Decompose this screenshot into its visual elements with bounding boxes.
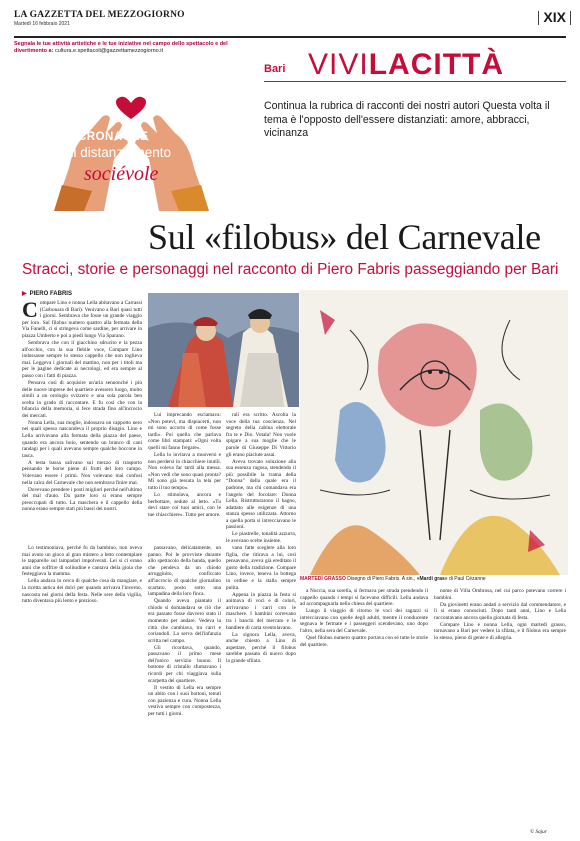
article-paragraph: Sembrava che con il giacchino sdrucito e la pezza all'occhio, con la sua flebile voce, Compare Lino indossasse sempre lo stesso cappello che non toglieva mai. Leggeva i giornali del mattino, non per i titoli ma per le pagine dedicate ai necrologi, ed era sempre al passo con i fatti di piazza. [22,339,142,379]
article-paragraph: Lo testimoniava, perché fu da bambino, non aveva mai avuto un gioco al gran mistero a letto contemplare le tapparelle sul lampadari impolverati. Lei si ci erano anni che soffrire di solitudine e cantava della gioia che festeggiava la mamma. [22,545,142,578]
section-city: Bari [264,63,286,75]
masthead [14,10,566,34]
caption-text: Disegno di Piero Fabris. A sin., [347,576,417,582]
issue-date: Martedì 16 febbraio 2021 [14,21,70,27]
dropcap: C [22,297,38,322]
article-paragraph: ompare Lino e nonna Lella abitavano a Carrassi (Carbonara di Bari). Venivano a Bari quasi tutti i giorni. Sembrava che fosse un grande viaggio per loro. Sul filobus numero quattro alla fermata della Via Fanelli, ci si stringeva come sardine, per arrivare in piazza Umberto e poi a piedi lungo Via Sparano. [22,300,142,339]
article-paragraph: Il vestito di Lella era sempre un abito con i suoi bottoni, tenuti con pazienza e cura. Nonna Lella vestiva sempre con compostezza, per tutti i giorni. [148,684,221,718]
article-headline: Sul «filobus» del Carnevale [148,217,541,257]
promo-email: cultura.e.spettacoli@gazzettamezzogiorno.it [54,48,163,55]
article-paragraph: Quando aveva piantato il chiodo si domandava se ciò che era passato fosse davvero stato il momento per andare. Vedeva la città che cambiava, tra carri e coriandoli. La serva dell'infanzia scritta nel campo. [148,598,221,644]
article-column-2 [148,412,221,540]
newspaper-name: LA GAZZETTA DEL MEZZOGIORNO [14,10,185,20]
article-paragraph: A testa bassa salivano sul mezzo di trasporto pensando le borse piene di frutti del loro campo. Volevano essere i primi. Non volevano mai confusi nella calca del Carnevale che non sembrava finire mai. [22,459,142,486]
banner-line-2: di distanziamento [66,145,172,160]
author-signature: © Sajur [530,829,547,835]
article-paragraph: Lo stimolava, ancora e berbottare, sedute al letto. «Tu devi stare coi tuoi amici, con le tue chiacchiere». Tutto per amore. [148,491,221,518]
masthead-rule [14,36,566,38]
article-paragraph: Pensava così di acquisire un'aria sennonché i più delle nuove imprese del quartiere avessero luogo, molto simili a un orologio svizzero e una sola parola ben scelta in grado di raccontare. E fu così che con la bilancia della memoria, si fece strada fino all'incrocio dei mercati. [22,379,142,419]
article-paragraph: Quel filobus numero quattro portava con sé tutte le storie del quartiere. [300,634,428,648]
caption-author: di Paul Cézanne [447,576,486,582]
section-rule [264,81,566,82]
article-column-lower-4 [300,588,428,835]
article-column-3 [226,412,296,545]
section-title-light: VIVI [308,48,369,81]
promo-box [14,41,234,56]
section-title [308,50,504,80]
promo-text: Segnala le tue attività artistiche e le tue iniziative nel campo dello spettacolo e del divertimento a: [14,41,228,55]
byline-author: PIERO FABRIS [29,291,72,297]
article-paragraph: Lui imprecando esclamava: «Non potevi, ma dispiacerti, non mi sono accorto di come fosse tardi». Poi quella che parlava come libri stampati: «Ogni volta quelli mi fanno fregare». [148,412,221,451]
article-paragraph: a Nuccia, sua sorella, si fermava per strada prendendo il cappello quando i tempi si facevano difficili. Lella andava ad accompagnarla nella chiesa del quartiere. [300,588,428,608]
article-column-lower-1 [22,545,142,835]
image-caption [300,576,568,582]
article-paragraph: Compare Lino e nonna Lella, ogni martedì grasso, tornavano a Bari per vedere la sfilata, e il filobus era sempre lo stesso, pieno di gente e di allegria. [434,621,566,641]
byline-arrow-icon: ▶ [22,291,27,297]
article-paragraph: Lungo il viaggio di ritorno le voci dei ragazzi si intrecciavano con quelle degli adulti, mentre il conducente segnava le fermate e i passeggeri scendevano, uno dopo l'altro, nella sera del Carnevale. [300,608,428,634]
article-column-lower-3 [226,545,296,835]
caption-artwork-title: «Mardi gras» [416,576,448,582]
article-paragraph: Gli ricordava, quando, passavano il primo mese dell'unico servizio buono. Il bottone di cristallo sfumavano i ricordi per chi viaggiava sulla scarpetta del quartiere. [148,644,221,684]
section-title-bold: LACITTÀ [368,48,505,81]
article-paragraph: Dovevano prendere i posti migliori perché nell'ultimo del mal d'auto. Da parte loro si erano sempre preoccupati di tutto. La maschera e il cappello della nonna erano sempre stati più bassi dei nostri. [22,486,142,513]
banner-line-3: sociévole [84,163,159,185]
banner-line-1: CRONACHE [78,131,149,143]
article-paragraph: Nonna Lella, sua moglie, indossava un cappotto nero nei quali spesso nascondeva il proprio disagio. Lino e Lella arrivavano alla fermata della piazza del paese, quando era ancora buio, sentendo un branco di cani randagi per i quali avevano sempre qualche boccone in tasca. [22,419,142,459]
article-paragraph: Lella andava in cerca di qualche cosa da mangiare, e la ricetta antica dei dolci per quando arrivava l'inverno, nascosta nei giorni della festa. Nelle sere della vigilia, tutto diventava più lento e prezioso. [22,578,142,605]
article-deck: Stracci, storie e personaggi nel racconto di Piero Fabris passeggiando per Bari [22,261,559,278]
article-paragraph: Lella lo invitava a muoversi e non perdersi in chiacchiere inutili. Non voleva far tardi alla messa. «Non vedi che sono quasi pronta? Mi sono già tessuta la tela per tutto il tuo tempo». [148,451,221,491]
article-paragraph: vano fatte sceglere alla loro figlia, che ritirava a lui, così pensavano, aveva già ereditato il gusto della tradizione. Compare Lino, invece, teneva la bottega in ordine e la stalla sempre pulita. [226,545,296,591]
article-column-1 [22,297,142,540]
article-paragraph: Le piastrelle, tonalità azzurra, le avevano scelte insieme. [226,531,296,545]
article-paragraph: Da giovinetti erano andati a servizio dal commendatore, e lì si erano conosciuti. Dopo tanti anni, Lino e Lella raccontavano ancora quella giornata di festa. [434,601,566,621]
article-column-lower-5 [434,588,566,828]
article-paragraph: Aveva trovato soluzione alla sua essenza rugosa, stendendo il più possibile la trama della “Donna” della quale era il padrone, ma chi comandava era l'angelo del focolare: Donna Lella. Ristrutturarono il bagno, adattato alle esigenze di una stanza spesso utilizzata. Attorno a quella porta si intrecciavano le passioni. [226,458,296,531]
cezanne-painting-image [148,293,299,407]
article-column-lower-2 [148,545,221,835]
article-paragraph: La signora Lella, aveva, anche chiesto a Lino di aspettare, perché il filobus sarebbe passato di nuovo dopo la grande sfilata. [226,631,296,664]
article-paragraph: passavano, delicatamente, un panno. Poi le provviste durante allo spettacolo della banda, quello che pendeva da un chiodo arrugginito, conficcato all'incrocio di qualche giornalino scartato, posto sotto una lampadina della loro finca. [148,545,221,598]
page-number: XIX [543,9,566,25]
article-paragraph: Appena in piazza la festa si animava di voci e di colori, arrivavano i carri con le maschere. I bambini correvano tra i banchi del mercato e le bandiere di carta sventolavano. [226,591,296,631]
rubric-banner [14,73,244,211]
caption-label: MARTEDÌ GRASSO [300,576,346,582]
article-paragraph: rali era scritto. Ascolta la voce della tua coscienza. Nel segreto della cabina elettorale fra te e Dio. Votala! Non vuole spigare a sua moglie che le parole di Giuseppe Di Vittorio gli erano piaciute assai. [226,412,296,458]
fabris-drawing-image [300,290,568,575]
article-paragraph: nome di Villa Ombrosa, nel cui parco potevano correre i bambini. [434,588,566,601]
carnival-drawing [300,290,568,575]
kicker-text: Continua la rubrica di racconti dei nostri autori Questa volta il tema è l'opposto dell'essere distanziati: amore, abbracci, vicinanza [264,100,550,140]
byline [22,290,72,297]
mardi-gras-painting [148,293,299,407]
